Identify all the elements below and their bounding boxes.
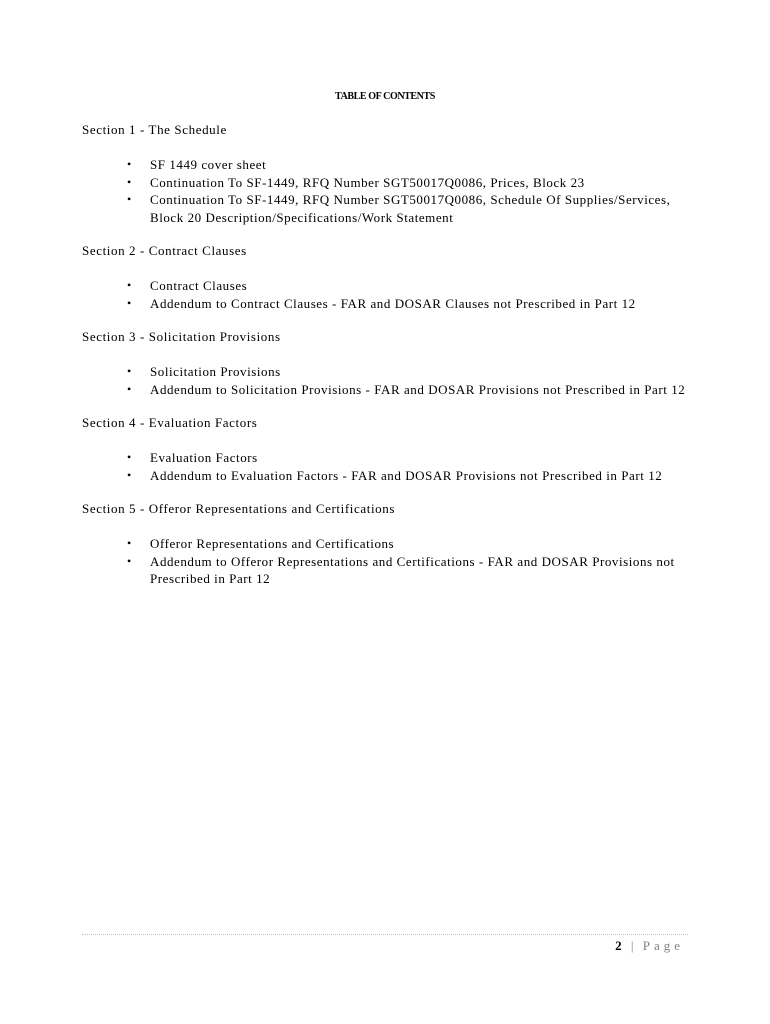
list-item: [82, 174, 692, 192]
section-heading: Section 2 - Contract Clauses: [82, 243, 247, 258]
list-item-text: Addendum to Solicitation Provisions - FAR and DOSAR Provisions not Prescribed in Part 12: [150, 381, 686, 397]
section-item-list: [82, 363, 692, 398]
list-item-text: Offeror Representations and Certifications: [150, 536, 395, 551]
bullet-icon: •: [127, 467, 132, 482]
page-footer: [615, 938, 684, 954]
toc-section: [82, 242, 692, 312]
bullet-icon: •: [127, 295, 132, 310]
list-item: [82, 553, 692, 588]
list-item-text: Contract Clauses: [150, 278, 248, 293]
footer-separator: |: [630, 938, 635, 953]
list-item: [82, 381, 692, 399]
footer-divider: [82, 934, 688, 935]
section-item-list: [82, 449, 692, 484]
list-item: [82, 156, 692, 174]
toc-section: [82, 121, 692, 226]
toc-section: [82, 500, 692, 588]
bullet-icon: •: [127, 174, 132, 189]
list-item: [82, 191, 692, 226]
section-item-list: [82, 156, 692, 226]
page-number: 2: [615, 938, 623, 953]
list-item: [82, 277, 692, 295]
list-item-text: Solicitation Provisions: [150, 364, 281, 379]
list-item-text: Addendum to Offeror Representations and Certifications - FAR and DOSAR Provisions not Prescribed in Part 12: [150, 553, 675, 586]
bullet-icon: •: [127, 364, 132, 378]
list-item: [82, 363, 692, 381]
bullet-icon: •: [127, 536, 132, 550]
section-item-list: [82, 277, 692, 312]
bullet-icon: •: [127, 381, 132, 396]
bullet-icon: •: [127, 157, 132, 171]
list-item-text: Continuation To SF-1449, RFQ Number SGT50017Q0086, Schedule Of Supplies/Services, Block 20 Description/Specifications/Work Statement: [150, 192, 671, 225]
list-item: [82, 295, 692, 313]
toc-section: [82, 414, 692, 484]
bullet-icon: •: [127, 192, 132, 206]
section-heading: Section 4 - Evaluation Factors: [82, 415, 258, 430]
list-item-text: SF 1449 cover sheet: [150, 157, 267, 172]
section-heading: Section 1 - The Schedule: [82, 122, 227, 137]
toc-sections: [82, 121, 692, 604]
list-item-text: Addendum to Evaluation Factors - FAR and DOSAR Provisions not Prescribed in Part 12: [150, 467, 663, 483]
bullet-icon: •: [127, 278, 132, 292]
list-item-text: Evaluation Factors: [150, 450, 258, 465]
section-heading: Section 3 - Solicitation Provisions: [82, 329, 281, 344]
list-item-text: Addendum to Contract Clauses - FAR and DOSAR Clauses not Prescribed in Part 12: [150, 295, 636, 311]
list-item: [82, 449, 692, 467]
page-label: Page: [642, 938, 684, 953]
toc-section: [82, 328, 692, 398]
list-item: [82, 535, 692, 553]
section-heading: Section 5 - Offeror Representations and Certifications: [82, 501, 396, 516]
section-item-list: [82, 535, 692, 588]
bullet-icon: •: [127, 450, 132, 464]
list-item-text: Continuation To SF-1449, RFQ Number SGT50017Q0086, Prices, Block 23: [150, 174, 585, 190]
page-title: TABLE OF CONTENTS: [335, 91, 435, 102]
bullet-icon: •: [127, 553, 132, 568]
list-item: [82, 467, 692, 485]
